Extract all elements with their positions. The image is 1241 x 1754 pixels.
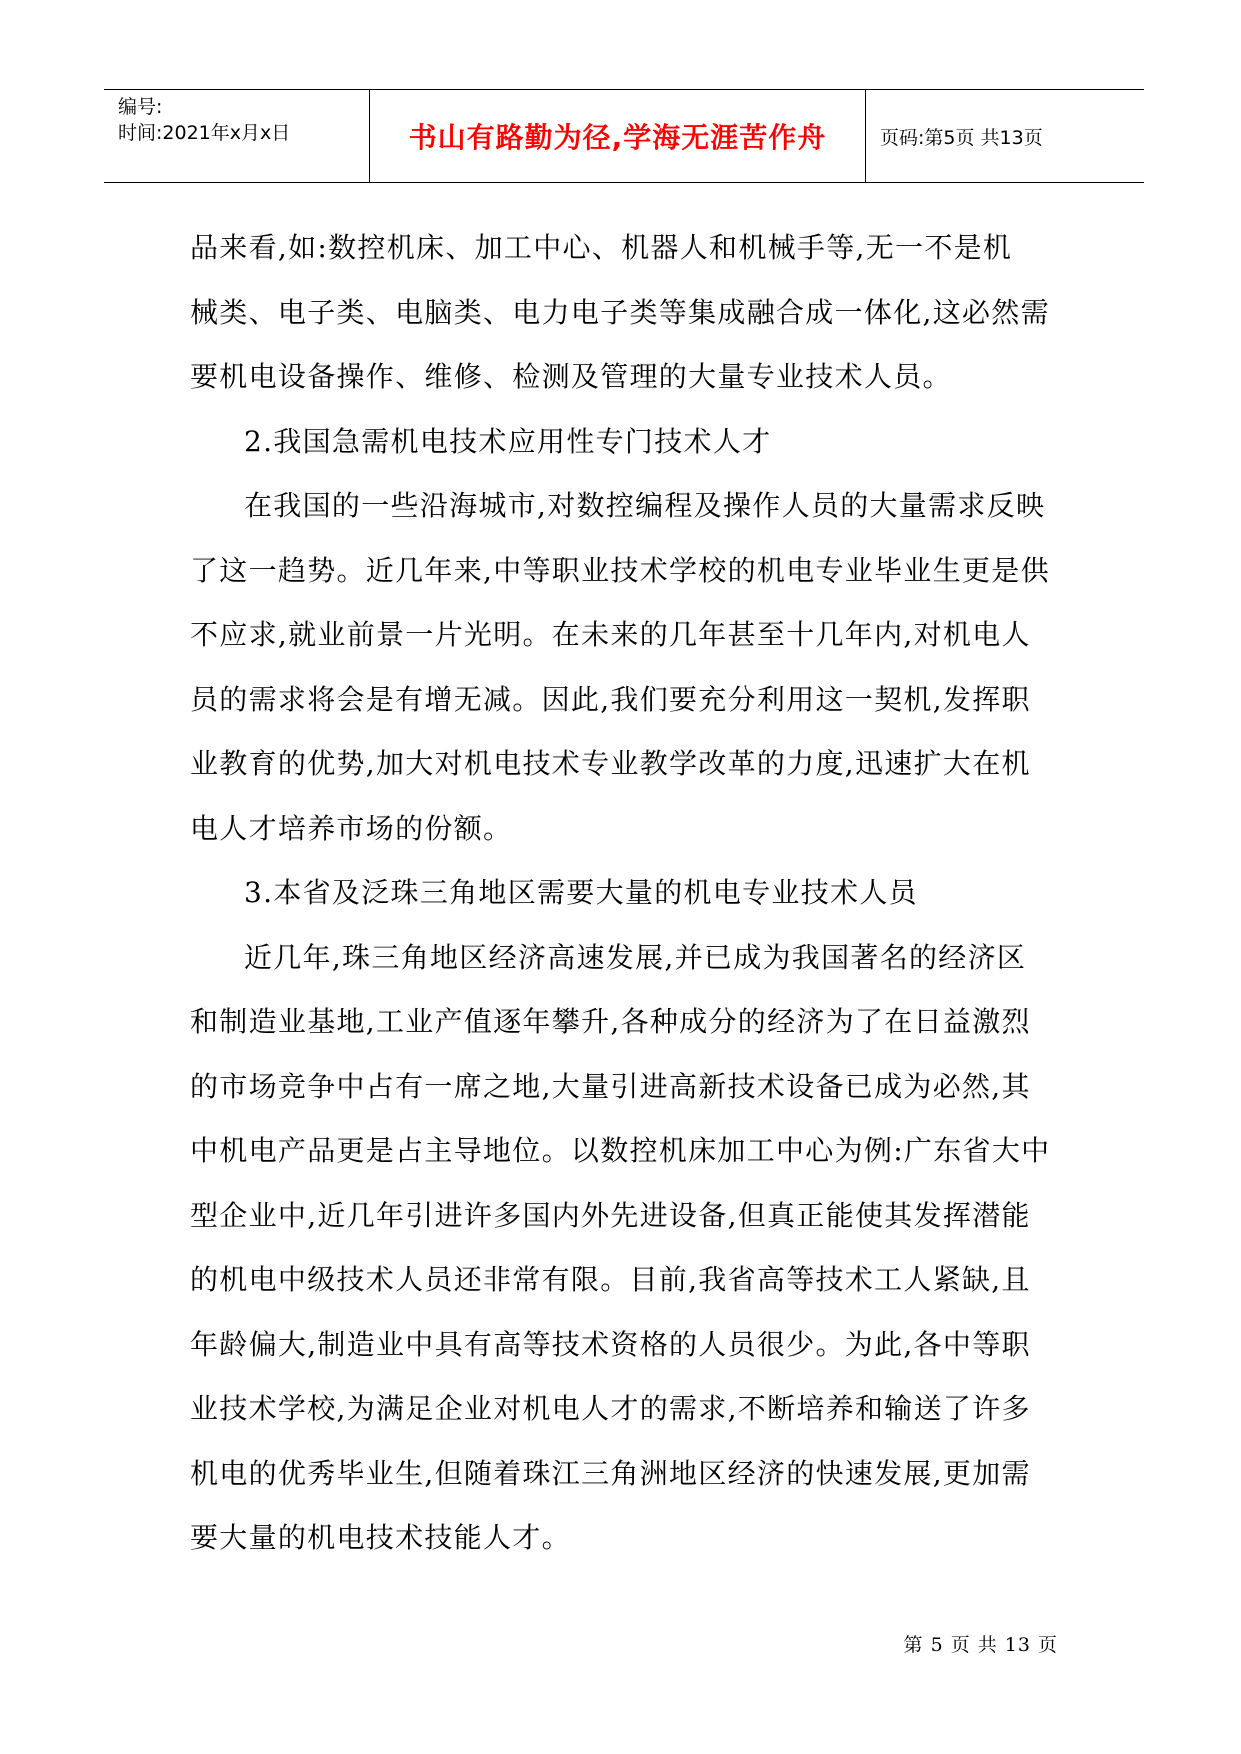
body-line: 要机电设备操作、维修、检测及管理的大量专业技术人员。 <box>190 360 952 393</box>
body-line: 在我国的一些沿海城市,对数控编程及操作人员的大量需求反映 <box>244 489 1046 522</box>
body-line: 业技术学校,为满足企业对机电人才的需求,不断培养和输送了许多 <box>190 1392 1031 1425</box>
header-page-code: 页码:第5页 共13页 <box>880 126 1043 149</box>
body-line: 不应求,就业前景一片光明。在未来的几年甚至十几年内,对机电人 <box>190 618 1031 651</box>
header-meta-cell <box>104 90 370 182</box>
document-time-label: 时间:2021年x月x日 <box>118 122 291 144</box>
body-line: 要大量的机电技术技能人才。 <box>190 1521 571 1554</box>
body-line: 型企业中,近几年引进许多国内外先进设备,但真正能使其发挥潜能 <box>190 1198 1031 1232</box>
body-line: 机电的优秀毕业生,但随着珠江三角洲地区经济的快速发展,更加需 <box>190 1456 1031 1490</box>
body-line: 了这一趋势。近几年来,中等职业技术学校的机电专业毕业生更是供 <box>190 553 1050 587</box>
body-line: 的机电中级技术人员还非常有限。目前,我省高等技术工人紧缺,且 <box>190 1263 1031 1296</box>
page-footer: 第 5 页 共 13 页 <box>903 1634 1058 1656</box>
body-line: 年龄偏大,制造业中具有高等技术资格的人员很少。为此,各中等职 <box>190 1327 1031 1361</box>
body-line: 业教育的优势,加大对机电技术专业教学改革的力度,迅速扩大在机 <box>190 747 1031 780</box>
body-line: 近几年,珠三角地区经济高速发展,并已成为我国著名的经济区 <box>244 940 1027 974</box>
document-body <box>190 216 1062 1571</box>
document-number-label: 编号: <box>118 96 163 118</box>
header-motto-cell <box>370 90 866 182</box>
body-line: 的市场竞争中占有一席之地,大量引进高新技术设备已成为必然,其 <box>190 1069 1031 1103</box>
header-page-cell <box>866 90 1144 182</box>
section-heading: 3.本省及泛珠三角地区需要大量的机电专业技术人员 <box>244 876 918 909</box>
body-line: 电人才培养市场的份额。 <box>190 811 513 845</box>
body-line: 和制造业基地,工业产值逐年攀升,各种成分的经济为了在日益激烈 <box>190 1005 1031 1038</box>
body-line: 中机电产品更是占主导地位。以数控机床加工中心为例:广东省大中 <box>190 1134 1051 1167</box>
body-line: 械类、电子类、电脑类、电力电子类等集成融合成一体化,这必然需 <box>190 295 1050 329</box>
document-header <box>104 89 1144 183</box>
header-motto: 书山有路勤为径,学海无涯苦作舟 <box>408 121 827 154</box>
body-line: 员的需求将会是有增无减。因此,我们要充分利用这一契机,发挥职 <box>190 682 1031 716</box>
section-heading: 2.我国急需机电技术应用性专门技术人才 <box>244 424 772 458</box>
body-line: 品来看,如:数控机床、加工中心、机器人和机械手等,无一不是机 <box>190 231 1013 264</box>
